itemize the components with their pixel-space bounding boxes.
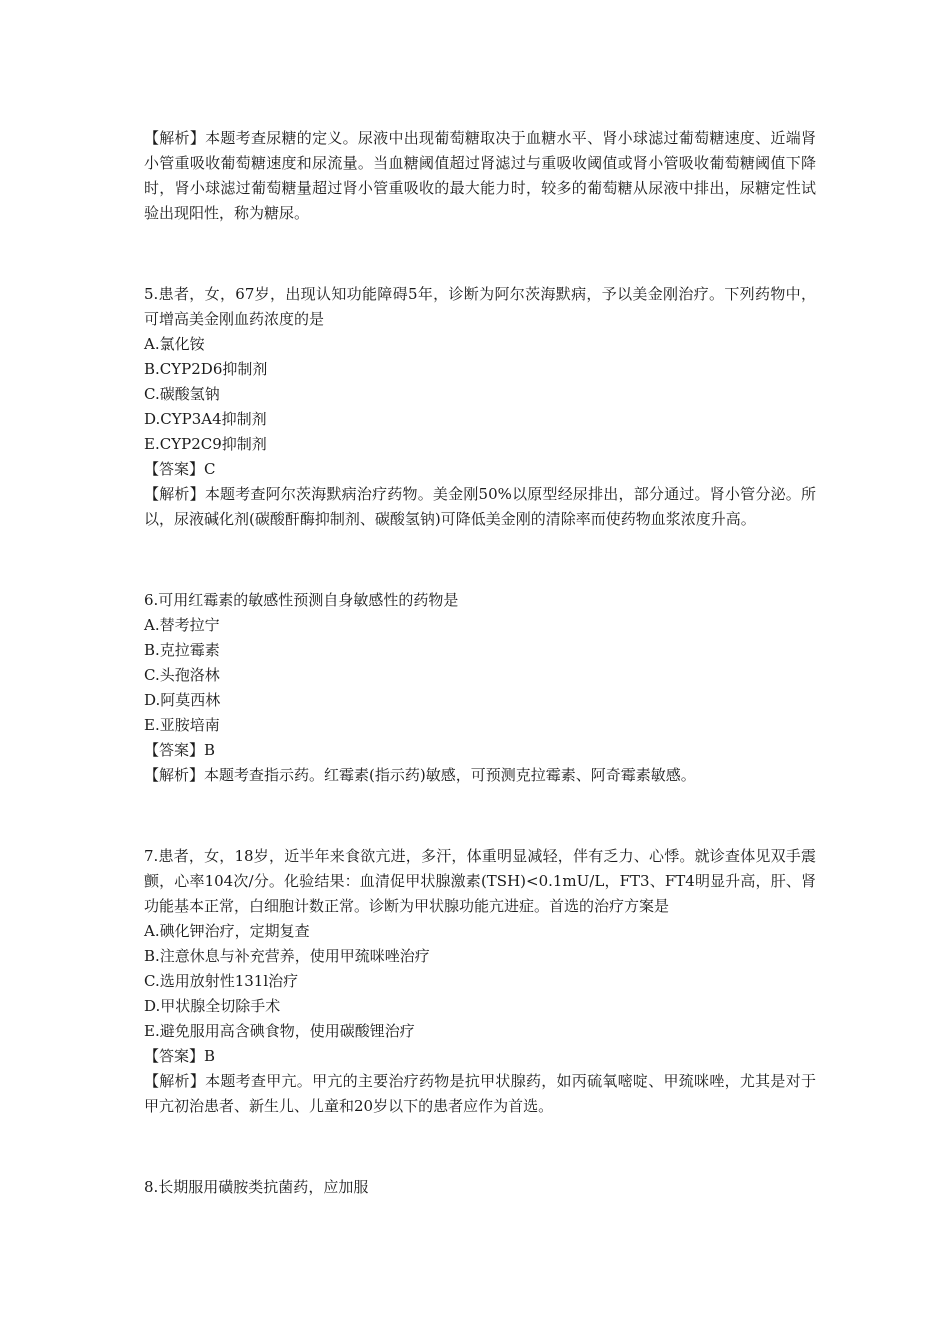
spacer: [144, 226, 816, 282]
option-a: A.碘化钾治疗，定期复查: [144, 922, 310, 940]
answer: 【答案】B: [144, 1047, 216, 1065]
spacer: [144, 1119, 816, 1175]
question-stem: 6.可用红霉素的敏感性预测自身敏感性的药物是: [144, 591, 459, 609]
q4-explanation: 【解析】本题考查尿糖的定义。尿液中出现葡萄糖取决于血糖水平、肾小球滤过葡萄糖速度、近端肾小管重吸收葡萄糖速度和尿流量。当血糖阈值超过肾滤过与重吸收阈值或肾小管吸收葡萄糖阈值下降时，肾小球滤过葡萄糖量超过肾小管重吸收的最大能力时，较多的葡萄糖从尿液中排出，尿糖定性试验出现阳性，称为糖尿。: [144, 129, 816, 222]
option-a: A.氯化铵: [144, 335, 205, 353]
option-d: D.阿莫西林: [144, 691, 221, 709]
option-b: B.注意休息与补充营养，使用甲巯咪唑治疗: [144, 947, 430, 965]
spacer: [144, 788, 816, 844]
option-b: B.克拉霉素: [144, 641, 220, 659]
question-5: [144, 282, 816, 532]
option-e: E.CYP2C9抑制剂: [144, 435, 267, 453]
option-c: C.选用放射性131l治疗: [144, 972, 299, 990]
question-8: [144, 1175, 816, 1200]
explanation: 【解析】本题考查甲亢。甲亢的主要治疗药物是抗甲状腺药，如丙硫氧嘧啶、甲巯咪唑，尤其是对于甲亢初治患者、新生儿、儿童和20岁以下的患者应作为首选。: [144, 1072, 816, 1115]
option-b: B.CYP2D6抑制剂: [144, 360, 268, 378]
option-d: D.CYP3A4抑制剂: [144, 410, 267, 428]
question-stem: 7.患者，女，18岁，近半年来食欲亢进，多汗，体重明显减轻，伴有乏力、心悸。就诊查体见双手震颤，心率104次/分。化验结果：血清促甲状腺激素(TSH)<0.1mU/L，FT3、FT4明显升高，肝、肾功能基本正常，白细胞计数正常。诊断为甲状腺功能亢进症。首选的治疗方案是: [144, 847, 816, 915]
option-c: C.碳酸氢钠: [144, 385, 220, 403]
option-c: C.头孢洛林: [144, 666, 220, 684]
spacer: [144, 532, 816, 588]
question-stem: 8.长期服用磺胺类抗菌药，应加服: [144, 1178, 369, 1196]
document-page: [144, 126, 816, 1200]
option-d: D.甲状腺全切除手术: [144, 997, 281, 1015]
option-a: A.替考拉宁: [144, 616, 220, 634]
explanation: 【解析】本题考查阿尔茨海默病治疗药物。美金刚50%以原型经尿排出，部分通过。肾小管分泌。所以，尿液碱化剂(碳酸酐酶抑制剂、碳酸氢钠)可降低美金刚的清除率而使药物血浆浓度升高。: [144, 485, 816, 528]
question-7: [144, 844, 816, 1119]
answer: 【答案】B: [144, 741, 216, 759]
option-e: E.亚胺培南: [144, 716, 220, 734]
explanation: 【解析】本题考查指示药。红霉素(指示药)敏感，可预测克拉霉素、阿奇霉素敏感。: [144, 766, 696, 784]
question-stem: 5.患者，女，67岁，出现认知功能障碍5年，诊断为阿尔茨海默病，予以美金刚治疗。下列药物中，可增高美金刚血药浓度的是: [144, 285, 816, 328]
question-6: [144, 588, 816, 788]
option-e: E.避免服用高含碘食物，使用碳酸锂治疗: [144, 1022, 415, 1040]
answer: 【答案】C: [144, 460, 216, 478]
